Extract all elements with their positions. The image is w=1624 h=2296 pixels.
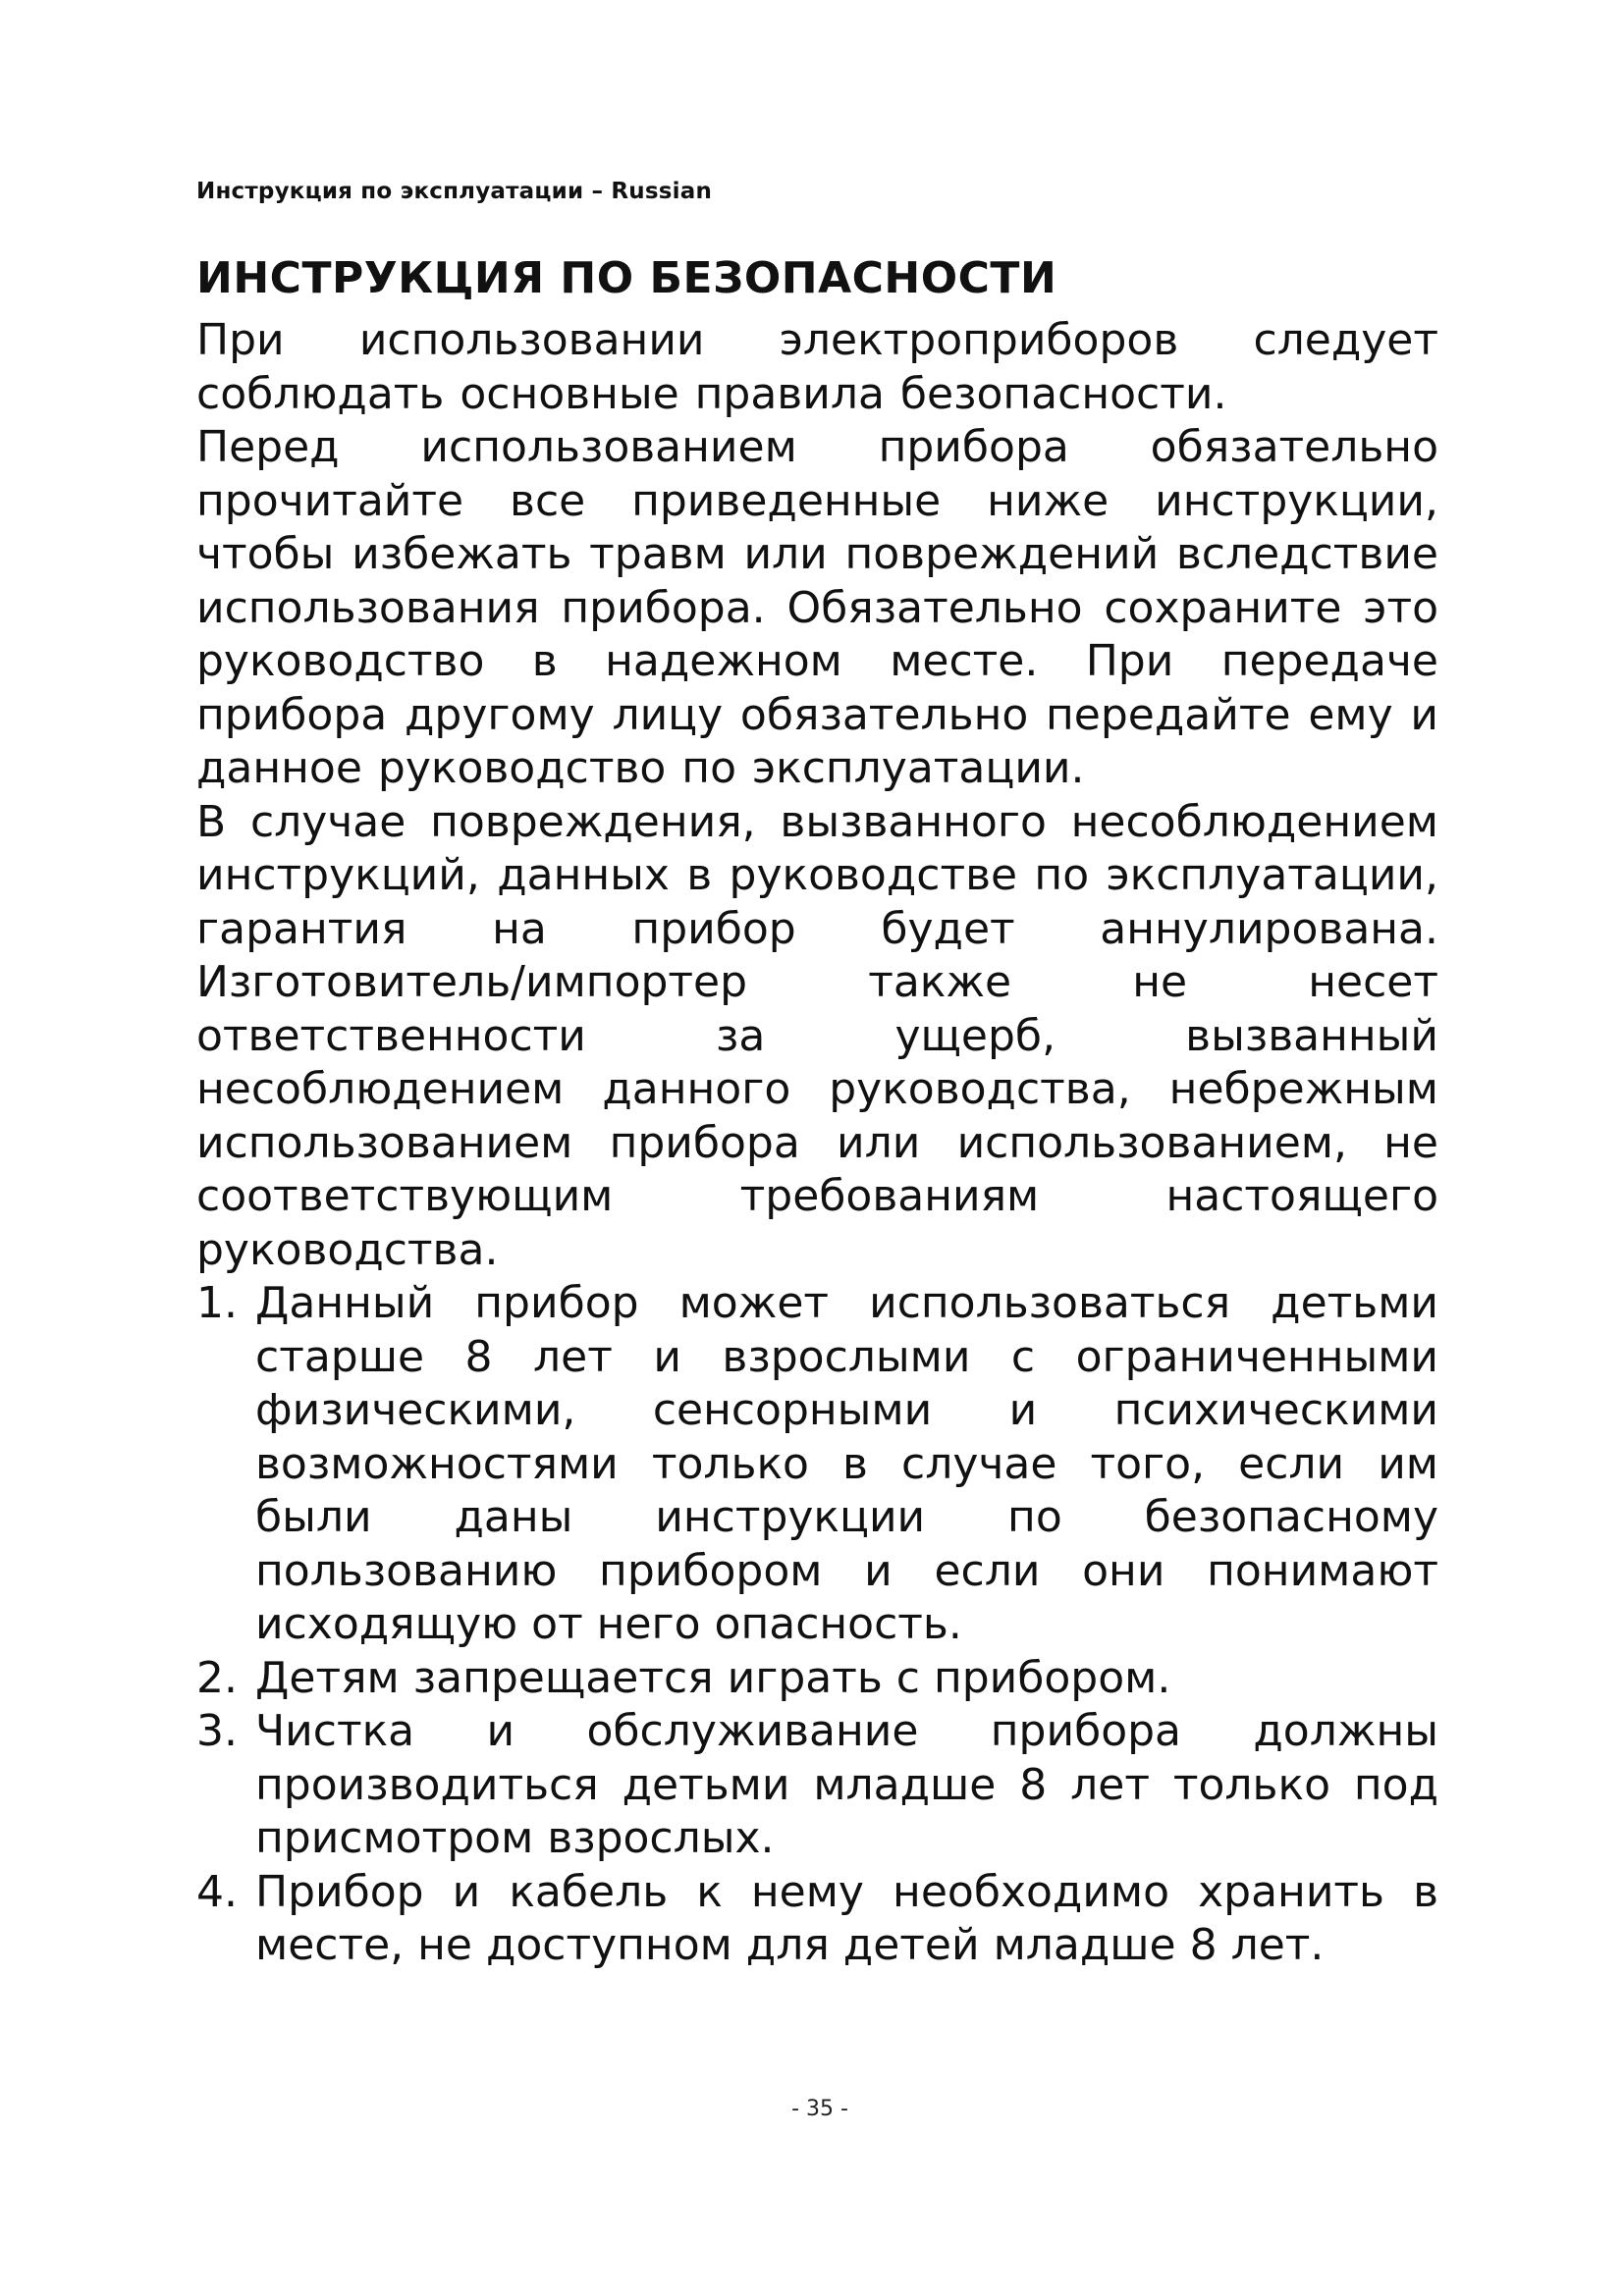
list-item-number: 3. <box>196 1706 238 1756</box>
list-item-text: Чистка и обслуживание прибора должны производиться детьми младше 8 лет только под присмотром взрослых. <box>255 1706 1438 1863</box>
list-item <box>196 1652 1438 1706</box>
list-item-text: Детям запрещается играть с прибором. <box>255 1652 1171 1703</box>
paragraph-intro: При использовании электроприборов следует соблюдать основные правила безопасности. <box>196 315 1438 419</box>
page-number: - 35 - <box>791 2097 848 2121</box>
section-title: ИНСТРУКЦИЯ ПО БЕЗОПАСНОСТИ <box>196 253 1057 303</box>
list-item-number: 4. <box>196 1866 238 1917</box>
safety-rules-list <box>196 1277 1438 1973</box>
list-item <box>196 1277 1438 1652</box>
running-header: Инструкция по эксплуатации – Russian <box>196 179 713 204</box>
paragraph-read-instructions: Перед использованием прибора обязательно прочитайте все приведенные ниже инструкции, чтобы избежать травм или повреждений вследствие использования прибора. Обязательно сохраните это руководство в надежном месте. При передаче прибора другому лицу обязательно передайте ему и данное руководство по эксплуатации. <box>196 422 1438 793</box>
list-item-number: 2. <box>196 1652 238 1703</box>
document-page <box>196 0 1443 2296</box>
list-item-text: Данный прибор может использоваться детьми старше 8 лет и взрослыми с ограниченными физическими, сенсорными и психическими возможностями только в случае того, если им были даны инструкции по безопасному пользованию прибором и если они понимают исходящую от него опасность. <box>255 1278 1438 1649</box>
list-item-text: Прибор и кабель к нему необходимо хранить в месте, не доступном для детей младше 8 лет. <box>255 1866 1438 1970</box>
list-item <box>196 1705 1438 1866</box>
body-text <box>196 314 1438 1973</box>
list-item <box>196 1866 1438 1973</box>
list-item-number: 1. <box>196 1278 238 1328</box>
paragraph-warranty: В случае повреждения, вызванного несоблюдением инструкций, данных в руководстве по эксплуатации, гарантия на прибор будет аннулирована. Изготовитель/импортер также не несет ответственности за ущерб, вызванный несоблюдением данного руководства, небрежным использованием прибора или использованием, не соответствующим требованиям настоящего руководства. <box>196 796 1438 1275</box>
